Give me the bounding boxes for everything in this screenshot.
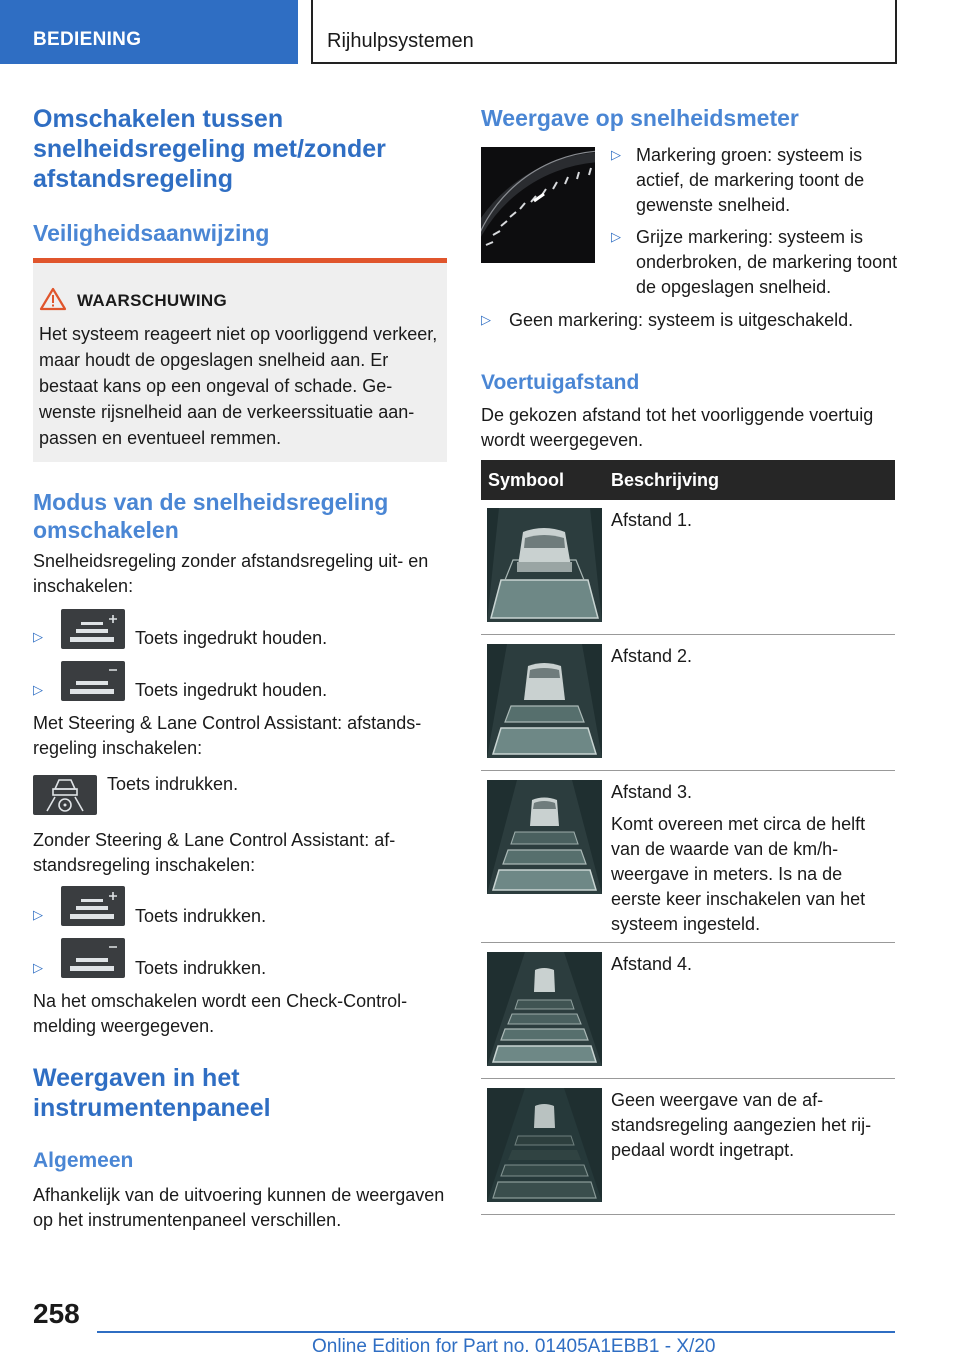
warning-triangle-icon xyxy=(39,287,67,311)
distance-off-image xyxy=(487,1088,602,1202)
triangle-bullet-icon: ▷ xyxy=(33,682,43,697)
triangle-bullet-icon: ▷ xyxy=(611,147,621,162)
heading-safety: Veiligheidsaanwijzing xyxy=(33,220,270,246)
table-row-divider xyxy=(481,1214,895,1215)
distance-intro: De gekozen afstand tot het voorliggende voertuig wordt weergegeven. xyxy=(481,405,874,450)
table-row-divider xyxy=(481,942,895,943)
distance-2-image xyxy=(487,644,602,758)
steering-with: Met Steering & Lane Control Assistant: afstandsregeling inschakelen: xyxy=(33,713,422,758)
table-header xyxy=(481,460,895,500)
general-text: Afhankelijk van de uitvoering kunnen de weergaven op het instrumentenpaneel verschillen. xyxy=(33,1185,445,1230)
footer-edition: Online Edition for Part no. 01405A1EBB1 - X/20 xyxy=(312,1336,716,1357)
distance-off-desc: Geen weergave van de afstandsregeling aangezien het rijpedaal wordt ingetrapt. xyxy=(611,1090,872,1160)
distance-3-desc: Afstand 3. xyxy=(611,782,693,802)
after-switch-text: Na het omschakelen wordt een Check-Control-melding weergegeven. xyxy=(33,991,408,1036)
distance-3-extra: Komt overeen met circa de helft van de waarde van de km/h-weergave in meters. Is na de eerste keer inschakelen van het systeem ingesteld. xyxy=(611,814,866,934)
distance-3-image xyxy=(487,780,602,894)
triangle-bullet-icon: ▷ xyxy=(33,960,43,975)
warning-title: WAARSCHUWING xyxy=(77,291,227,310)
table-row-divider xyxy=(481,634,895,635)
mode-item-2: Toets ingedrukt houden. xyxy=(135,680,328,700)
col-symbol: Symbool xyxy=(488,470,565,490)
heading-displays: Weergaven in het instrumentenpaneel xyxy=(33,1064,271,1122)
triangle-bullet-icon: ▷ xyxy=(481,312,491,327)
speedo-item-1: Markering groen: systeem is actief, de markering toont de gewenste snelheid. xyxy=(636,145,865,215)
heading-switch-mode: Omschakelen tussen snelheidsregeling met/zonder afstandsregeling xyxy=(33,105,386,193)
heading-distance: Voertuigafstand xyxy=(481,371,640,394)
without-item-1: Toets indrukken. xyxy=(135,906,267,926)
col-description: Beschrijving xyxy=(611,470,720,490)
distance-2-desc: Afstand 2. xyxy=(611,646,693,666)
distance-1-desc: Afstand 1. xyxy=(611,510,693,530)
section-title: BEDIENING xyxy=(33,29,142,50)
heading-speedo: Weergave op snelheidsmeter xyxy=(481,105,799,131)
warning-text: Het systeem reageert niet op voorliggend verkeer, maar houdt de opgeslagen snelheid aan. Er bestaat kans op een ongeval of schade. Gewenste rijsnelheid aan de verkeerssituatie aanpassen en eventueel remmen. xyxy=(39,324,438,448)
distance-1-image xyxy=(487,508,602,622)
speedo-item-3: Geen markering: systeem is uitgeschakeld. xyxy=(509,310,854,330)
warning-box xyxy=(33,258,447,462)
without-item-2: Toets indrukken. xyxy=(135,958,267,978)
triangle-bullet-icon: ▷ xyxy=(33,629,43,644)
distance-minus-key-icon xyxy=(61,661,125,701)
heading-mode: Modus van de snelheidsregeling omschakelen xyxy=(33,489,389,543)
steering-assist-key-icon xyxy=(33,775,97,815)
heading-general: Algemeen xyxy=(33,1149,134,1172)
page-number: 258 xyxy=(33,1298,80,1329)
table-row-divider xyxy=(481,1078,895,1079)
triangle-bullet-icon: ▷ xyxy=(33,907,43,922)
triangle-bullet-icon: ▷ xyxy=(611,229,621,244)
steering-without: Zonder Steering & Lane Control Assistant: afstandsregeling inschakelen: xyxy=(33,830,396,875)
section-tab xyxy=(0,0,298,64)
distance-plus-key-icon xyxy=(61,609,125,649)
table-row-divider xyxy=(481,770,895,771)
distance-minus-key-icon xyxy=(61,938,125,978)
chapter-title: Rijhulpsystemen xyxy=(327,30,474,52)
speedometer-image xyxy=(481,147,595,263)
speedo-item-2: Grijze markering: systeem is onderbroken, de markering toont de opgeslagen snelheid. xyxy=(636,227,898,297)
mode-intro: Snelheidsregeling zonder afstandsregeling uit- en inschakelen: xyxy=(33,551,429,596)
distance-4-desc: Afstand 4. xyxy=(611,954,693,974)
steering-key-text: Toets indrukken. xyxy=(107,774,239,794)
chapter-box xyxy=(311,0,897,64)
distance-plus-key-icon xyxy=(61,886,125,926)
distance-4-image xyxy=(487,952,602,1066)
mode-item-1: Toets ingedrukt houden. xyxy=(135,628,328,648)
footer-divider xyxy=(97,1331,895,1333)
